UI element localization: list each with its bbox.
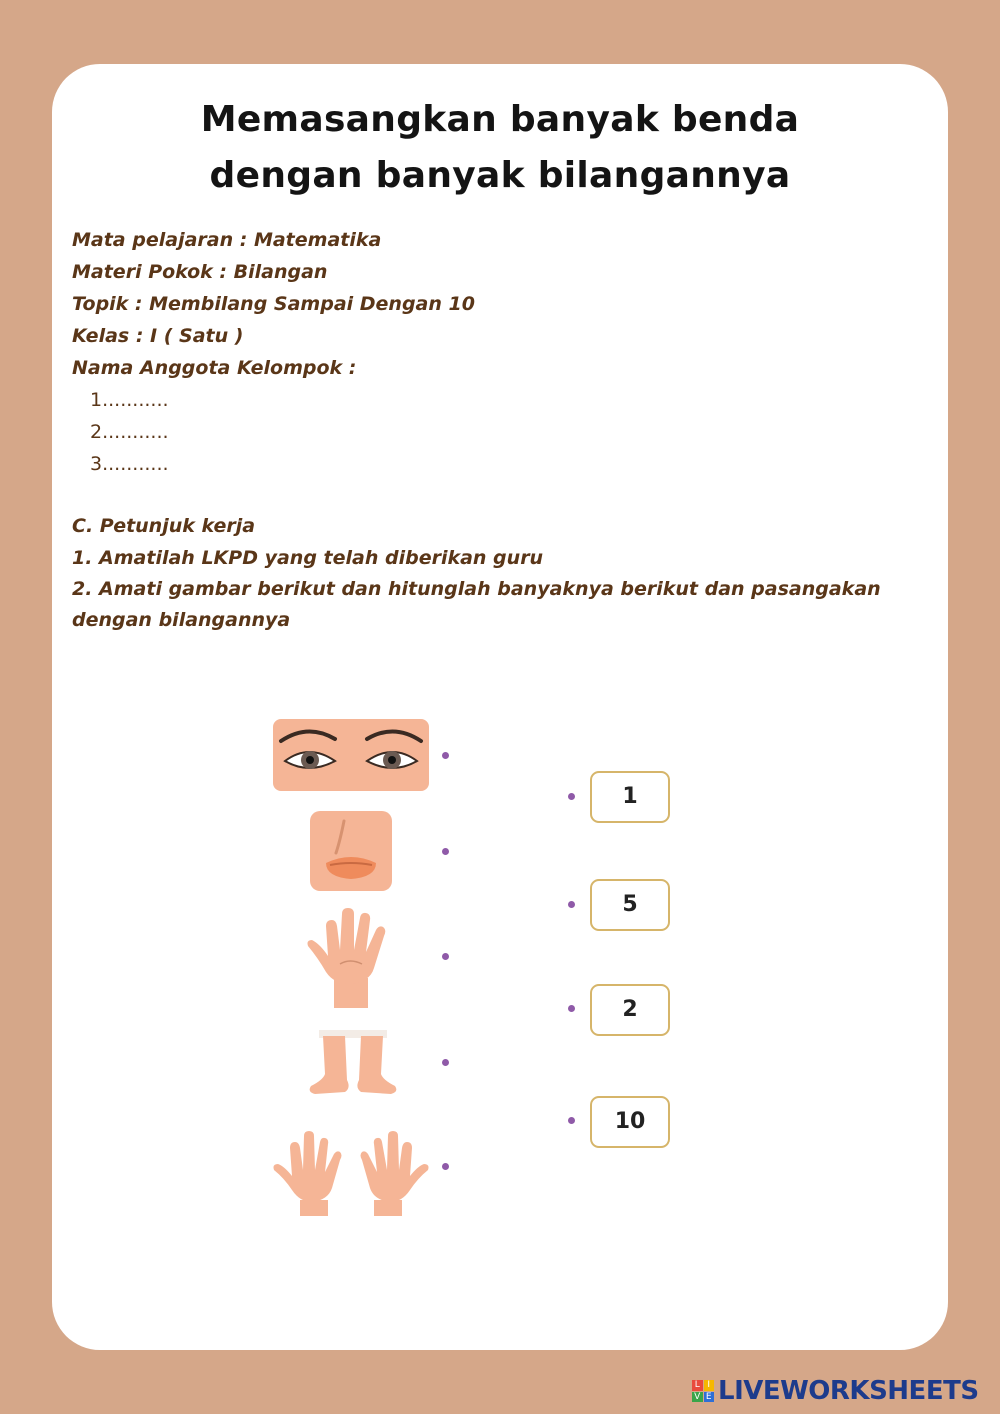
number-dot-10[interactable] [568, 1117, 575, 1124]
match-dot-eyes[interactable] [442, 752, 449, 759]
member-3[interactable]: 3........... [90, 453, 169, 475]
instructions-heading: C. Petunjuk kerja [72, 515, 256, 537]
match-dot-nose[interactable] [442, 848, 449, 855]
match-dot-legs[interactable] [442, 1059, 449, 1066]
title-line-1: Memasangkan banyak benda [200, 99, 800, 140]
instruction-step-1: 1. Amatilah LKPD yang telah diberikan guru [72, 547, 544, 569]
liveworksheets-logo-text: LIVEWORKSHEETS [718, 1376, 979, 1406]
material-line: Materi Pokok : Bilangan [72, 261, 328, 283]
number-box-5[interactable]: 5 [590, 879, 670, 931]
number-box-1[interactable]: 1 [590, 771, 670, 823]
instruction-step-2: 2. Amati gambar berikut dan hitunglah banyaknya berikut dan pasangakan dengan bilangannya [72, 578, 881, 631]
match-dot-two-hands[interactable] [442, 1163, 449, 1170]
number-box-2[interactable]: 2 [590, 984, 670, 1036]
group-label: Nama Anggota Kelompok : [72, 357, 357, 379]
number-dot-2[interactable] [568, 1005, 575, 1012]
match-dot-hand[interactable] [442, 953, 449, 960]
number-box-10[interactable]: 10 [590, 1096, 670, 1148]
eyes-picture [273, 719, 429, 791]
number-dot-1[interactable] [568, 793, 575, 800]
number-dot-5[interactable] [568, 901, 575, 908]
subject-line: Mata pelajaran : Matematika [72, 229, 382, 251]
class-line: Kelas : I ( Satu ) [72, 325, 244, 347]
nose-picture [310, 811, 392, 891]
liveworksheets-logo[interactable] [692, 1374, 979, 1408]
hand-picture [304, 906, 396, 1010]
two-hands-picture [272, 1130, 430, 1218]
topic-line: Topik : Membilang Sampai Dengan 10 [72, 293, 475, 315]
member-2[interactable]: 2........... [90, 421, 169, 443]
worksheet-card [52, 64, 948, 1350]
liveworksheets-logo-icon: L I V E [692, 1380, 714, 1402]
title-line-2: dengan banyak bilangannya [209, 155, 791, 196]
worksheet-title [52, 92, 948, 204]
info-block [72, 224, 912, 636]
legs-picture [305, 1030, 402, 1102]
member-1[interactable]: 1........... [90, 389, 169, 411]
